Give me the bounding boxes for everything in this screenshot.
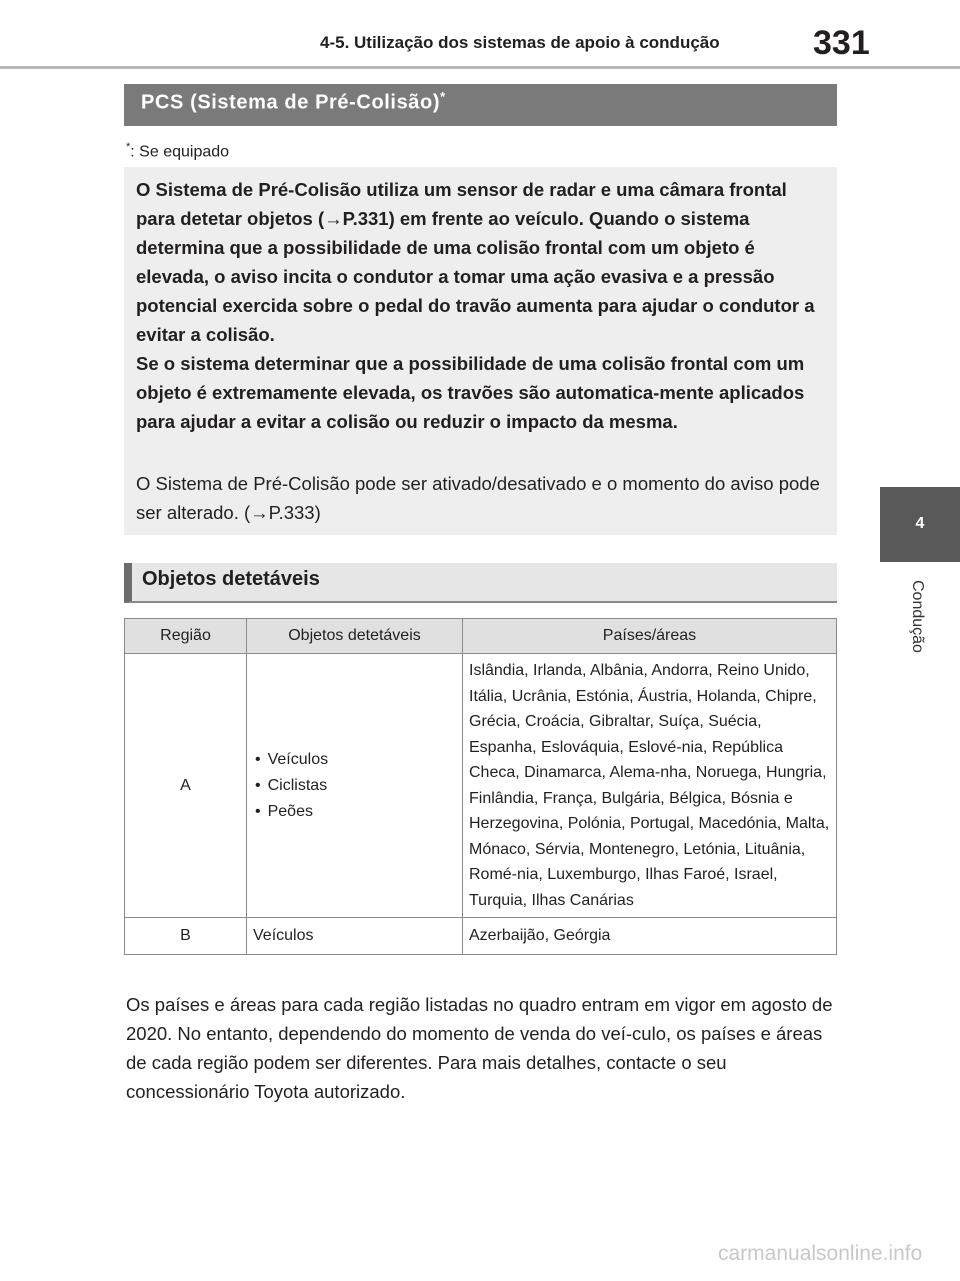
watermark: carmanualsonline.info <box>718 1242 923 1265</box>
pcs-title-text: PCS (Sistema de Pré-Colisão) <box>141 91 441 114</box>
intro-box <box>124 167 837 535</box>
chapter-label <box>908 580 932 680</box>
intro-normal-text: O Sistema de Pré-Colisão pode ser ativado/desativado e o momento do aviso pode ser alterado. (→P.333) <box>136 473 820 523</box>
col-header-objects: Objetos detetáveis <box>247 619 463 654</box>
region-cell: A <box>125 654 247 918</box>
objects-cell <box>247 654 463 918</box>
countries-cell: Azerbaijão, Geórgia <box>463 918 837 955</box>
region-cell: B <box>125 918 247 955</box>
pcs-title-bar <box>124 84 837 126</box>
pcs-title-asterisk: * <box>440 89 446 104</box>
closing-paragraph: Os países e áreas para cada região listadas no quadro entram em vigor em agosto de 2020. No entanto, dependendo do momento de venda do veí-culo, os países e áreas de cada região podem ser diferentes. Para mais detalhes, contacte o seu concessionário Toyota autorizado. <box>126 994 833 1102</box>
intro-bold-text: O Sistema de Pré-Colisão utiliza um sensor de radar e uma câmara frontal para detetar objetos (→P.331) em frente ao veículo. Quando o sistema determina que a possibilidade de uma colisão frontal com um objeto é elevada, o aviso incita o condutor a tomar uma ação evasiva e a pressão potencial exercida sobre o pedal do travão aumenta para ajudar o condutor a evitar a colisão. Se o sistema determinar que a possibilidade de uma colisão frontal com um objeto é extremamente elevada, os travões são automatica-mente aplicados para ajudar a evitar a colisão ou reduzir o impacto da mesma. <box>136 179 815 432</box>
list-item: • Ciclistas <box>255 773 456 799</box>
chapter-number: 4 <box>915 515 925 532</box>
list-item: • Veículos <box>255 747 456 773</box>
detectable-objects-table <box>124 618 837 955</box>
objects-list <box>253 747 456 825</box>
list-item: • Peões <box>255 799 456 825</box>
header-divider <box>0 66 960 69</box>
col-header-countries: Países/áreas <box>463 619 837 654</box>
table-row <box>125 654 837 918</box>
chapter-label-text: Condução <box>909 580 926 653</box>
section-header-text: Objetos detetáveis <box>142 568 320 590</box>
col-header-region: Região <box>125 619 247 654</box>
footnote-asterisk: * <box>126 141 131 153</box>
table-row <box>125 918 837 955</box>
pcs-title <box>141 89 446 115</box>
section-header-title: 4-5. Utilização dos sistemas de apoio à condução <box>320 33 720 52</box>
table-header-row <box>125 619 837 654</box>
page-number: 331 <box>813 24 870 62</box>
footnote-text: : Se equipado <box>130 143 230 161</box>
equipment-footnote <box>126 141 229 161</box>
objects-cell: Veículos <box>247 918 463 955</box>
countries-cell: Islândia, Irlanda, Albânia, Andorra, Reino Unido, Itália, Ucrânia, Estónia, Áustria, Holanda, Chipre, Grécia, Croácia, Gibraltar, Suíça, Suécia, Espanha, Eslováquia, Eslové-nia, República Checa, Dinamarca, Alema-nha, Noruega, Hungria, Finlândia, França, Bulgária, Bélgica, Bósnia e Herzegovina, Polónia, Portugal, Macedónia, Malta, Mónaco, Sérvia, Montenegro, Letónia, Lituânia, Romé-nia, Luxemburgo, Ilhas Faroé, Israel, Turquia, Ilhas Canárias <box>463 654 837 918</box>
section-header <box>124 563 837 603</box>
